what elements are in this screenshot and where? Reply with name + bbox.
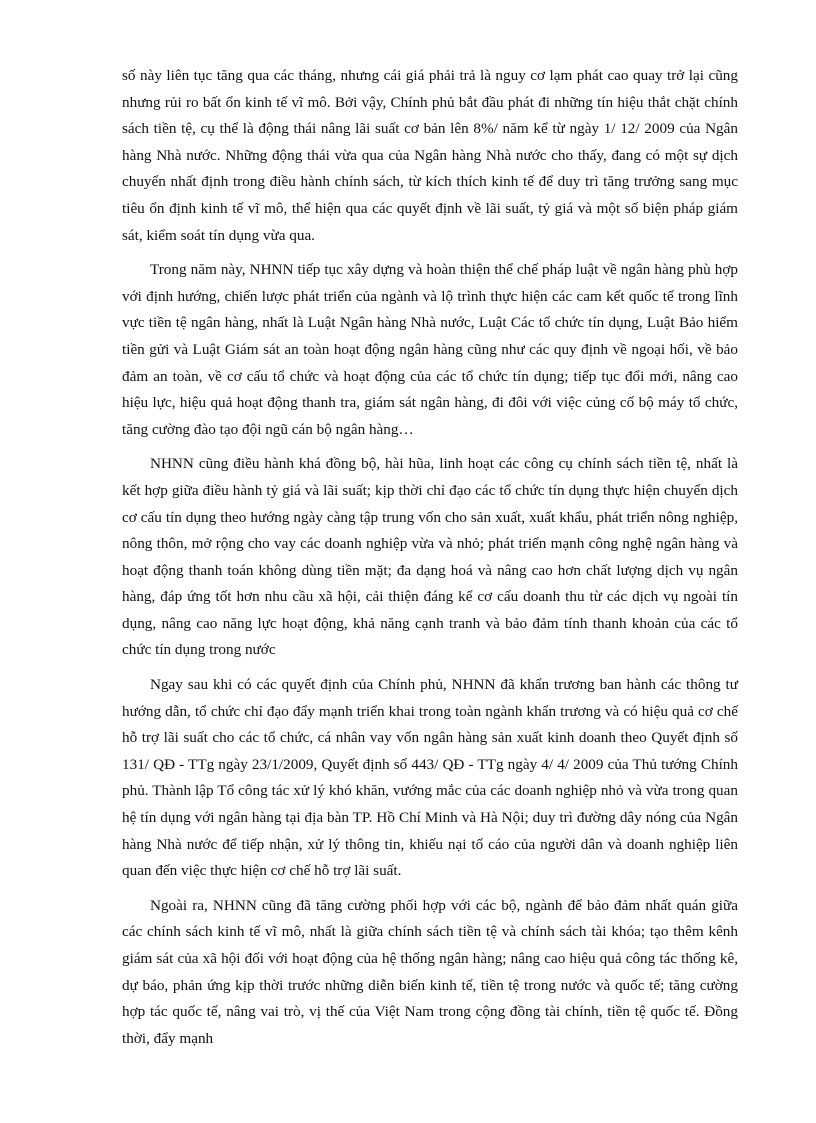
paragraph-1: số này liên tục tăng qua các tháng, nhưng cái giá phải trả là nguy cơ lạm phát cao quay trở lại cũng nhưng rủi ro bất ổn kinh tế vĩ mô. Bởi vậy, Chính phủ bắt đầu phát đi những tín hiệu thắt chặt chính sách tiền tệ, cụ thể là động thái nâng lãi suất cơ bản lên 8%/ năm kể từ ngày 1/ 12/ 2009 của Ngân hàng Nhà nước. Những động thái vừa qua của Ngân hàng Nhà nước cho thấy, đang có một sự dịch chuyển nhất định trong điều hành chính sách, từ kích thích kinh tế để duy trì tăng trưởng sang mục tiêu ổn định kinh tế vĩ mô, thể hiện qua các quyết định về lãi suất, tỷ giá và một số biện pháp giám sát, kiểm soát tín dụng vừa qua.	[122, 67, 738, 244]
paragraph-2: Trong năm này, NHNN tiếp tục xây dựng và hoàn thiện thể chế pháp luật về ngân hàng phù hợp với định hướng, chiến lược phát triển của ngành và lộ trình thực hiện các cam kết quốc tế trong lĩnh vực tiền tệ ngân hàng, nhất là Luật Ngân hàng Nhà nước, Luật Các tổ chức tín dụng, Luật Bảo hiểm tiền gửi và Luật Giám sát an toàn hoạt động ngân hàng cũng như các quy định về ngoại hối, về bảo đảm an toàn, về cơ cấu tổ chức và hoạt động của các tổ chức tín dụng; tiếp tục đổi mới, nâng cao hiệu lực, hiệu quả hoạt động thanh tra, giám sát ngân hàng, đi đôi với việc củng cố bộ máy tổ chức, tăng cường đào tạo đội ngũ cán bộ ngân hàng…	[122, 261, 738, 438]
paragraph-3: NHNN cũng điều hành khá đồng bộ, hài hũa, linh hoạt các công cụ chính sách tiền tệ, nhất là kết hợp giữa điều hành tỷ giá và lãi suất; kịp thời chỉ đạo các tổ chức tín dụng thực hiện chuyển dịch cơ cấu tín dụng theo hướng ngày càng tập trung vốn cho sản xuất, xuất khẩu, phát triển nông nghiệp, nông thôn, mở rộng cho vay các doanh nghiệp vừa và nhỏ; phát triển mạnh công nghệ ngân hàng và hoạt động thanh toán không dùng tiền mặt; đa dạng hoá và nâng cao hơn chất lượng dịch vụ ngân hàng, đáp ứng tốt hơn nhu cầu xã hội, cải thiện đáng kể cơ cấu doanh thu từ các dịch vụ ngoài tín dụng, nâng cao năng lực hoạt động, khả năng cạnh tranh và bảo đảm tính thanh khoản của các tổ chức tín dụng trong nước	[122, 455, 738, 659]
document-body	[122, 63, 738, 1060]
paragraph-4: Ngay sau khi có các quyết định của Chính phủ, NHNN đã khẩn trương ban hành các thông tư hướng dẫn, tổ chức chỉ đạo đẩy mạnh triển khai trong toàn ngành khẩn trương và có hiệu quả cơ chế hỗ trợ lãi suất cho các tổ chức, cá nhân vay vốn ngân hàng sản xuất kinh doanh theo Quyết định số 131/ QĐ - TTg ngày 23/1/2009, Quyết định số 443/ QĐ - TTg ngày 4/ 4/ 2009 của Thủ tướng Chính phủ. Thành lập Tổ công tác xử lý khó khăn, vướng mắc của các doanh nghiệp nhỏ và vừa trong quan hệ tín dụng với ngân hàng tại địa bàn TP. Hồ Chí Minh và Hà Nội; duy trì đường dây nóng của Ngân hàng Nhà nước để tiếp nhận, xử lý thông tin, khiếu nại tố cáo của người dân và doanh nghiệp liên quan đến việc thực hiện cơ chế hỗ trợ lãi suất.	[122, 676, 738, 880]
paragraph-5: Ngoài ra, NHNN cũng đã tăng cường phối hợp với các bộ, ngành để bảo đảm nhất quán giữa các chính sách kinh tế vĩ mô, nhất là giữa chính sách tiền tệ và chính sách tài khóa; tạo thêm kênh giám sát của xã hội đối với hoạt động của hệ thống ngân hàng; nâng cao hiệu quả công tác thống kê, dự báo, phản ứng kịp thời trước những diễn biến kinh tế, tiền tệ trong nước và quốc tế; tăng cường hợp tác quốc tế, nâng vai trò, vị thế của Việt Nam trong cộng đồng tài chính, tiền tệ quốc tế. Đồng thời, đẩy mạnh	[122, 896, 738, 1047]
